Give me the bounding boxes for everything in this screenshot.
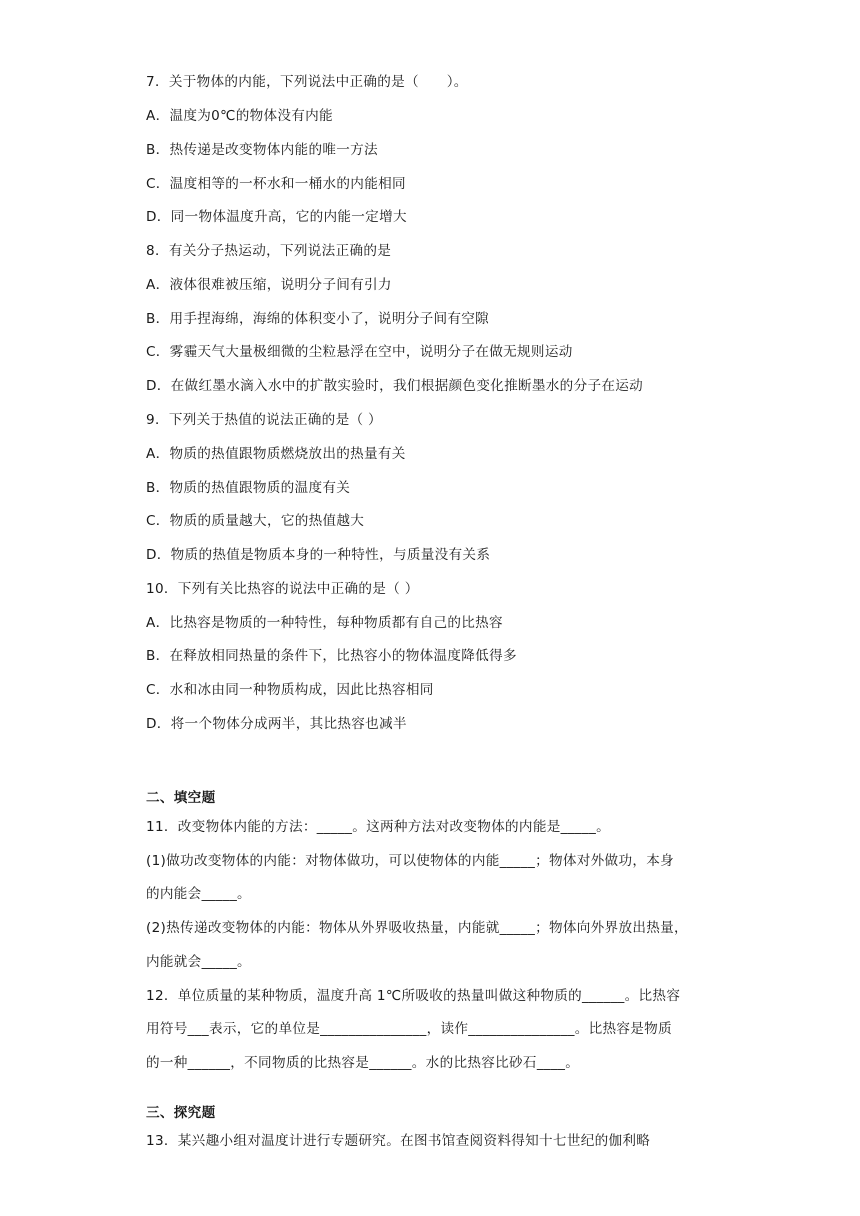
question-10-option-c: C．水和冰由同一种物质构成，因此比热容相同	[146, 682, 434, 698]
question-9-stem: 9．下列关于热值的说法正确的是（ ）	[146, 412, 382, 428]
question-8-option-d: D．在做红墨水滴入水中的扩散实验时，我们根据颜色变化推断墨水的分子在运动	[146, 378, 644, 394]
question-11-part2-line2: 内能就会_____。	[146, 954, 251, 970]
section-heading-fill-in: 二、填空题	[146, 790, 216, 806]
question-11-part1-line2: 的内能会_____。	[146, 886, 251, 902]
question-11-stem: 11．改变物体内能的方法：_____。这两种方法对改变物体的内能是_____。	[146, 819, 610, 835]
question-10-option-a: A．比热容是物质的一种特性，每种物质都有自己的比热容	[146, 615, 503, 631]
question-8-option-c: C．雾霾天气大量极细微的尘粒悬浮在空中，说明分子在做无规则运动	[146, 344, 573, 360]
question-7-option-a: A．温度为0℃的物体没有内能	[146, 108, 333, 124]
question-9-option-c: C．物质的质量越大，它的热值越大	[146, 513, 365, 529]
question-7-option-c: C．温度相等的一杯水和一桶水的内能相同	[146, 176, 406, 192]
question-12-line2: 用符号___表示，它的单位是_______________，读作_______________。比热容是物质	[146, 1021, 672, 1037]
question-8-option-a: A．液体很难被压缩，说明分子间有引力	[146, 277, 392, 293]
question-12-line3: 的一种______，不同物质的比热容是______。水的比热容比砂石____。	[146, 1055, 580, 1071]
question-9-option-d: D．物质的热值是物质本身的一种特性，与质量没有关系	[146, 547, 491, 563]
section-heading-inquiry: 三、探究题	[146, 1105, 216, 1121]
question-13-line1: 13．某兴趣小组对温度计进行专题研究。在图书馆查阅资料得知十七世纪的伽利略	[146, 1133, 651, 1149]
question-7-option-b: B．热传递是改变物体内能的唯一方法	[146, 142, 378, 158]
question-11-part1-line1: (1)做功改变物体的内能：对物体做功，可以使物体的内能_____；物体对外做功，本身	[146, 853, 675, 869]
question-10-option-d: D．将一个物体分成两半，其比热容也减半	[146, 716, 407, 732]
question-8-stem: 8．有关分子热运动，下列说法正确的是	[146, 243, 392, 259]
question-8-option-b: B．用手捏海绵，海绵的体积变小了，说明分子间有空隙	[146, 311, 490, 327]
question-7-option-d: D．同一物体温度升高，它的内能一定增大	[146, 209, 407, 225]
question-12-line1: 12．单位质量的某种物质，温度升高 1℃所吸收的热量叫做这种物质的______。比热容	[146, 988, 681, 1004]
question-11-part2-line1: (2)热传递改变物体的内能：物体从外界吸收热量，内能就_____；物体向外界放出热量，	[146, 920, 688, 936]
question-10-stem: 10．下列有关比热容的说法中正确的是（ ）	[146, 581, 419, 597]
question-10-option-b: B．在释放相同热量的条件下，比热容小的物体温度降低得多	[146, 648, 517, 664]
question-7-stem: 7．关于物体的内能，下列说法中正确的是（ ）。	[146, 74, 468, 90]
question-9-option-a: A．物质的热值跟物质燃烧放出的热量有关	[146, 446, 406, 462]
question-9-option-b: B．物质的热值跟物质的温度有关	[146, 480, 351, 496]
